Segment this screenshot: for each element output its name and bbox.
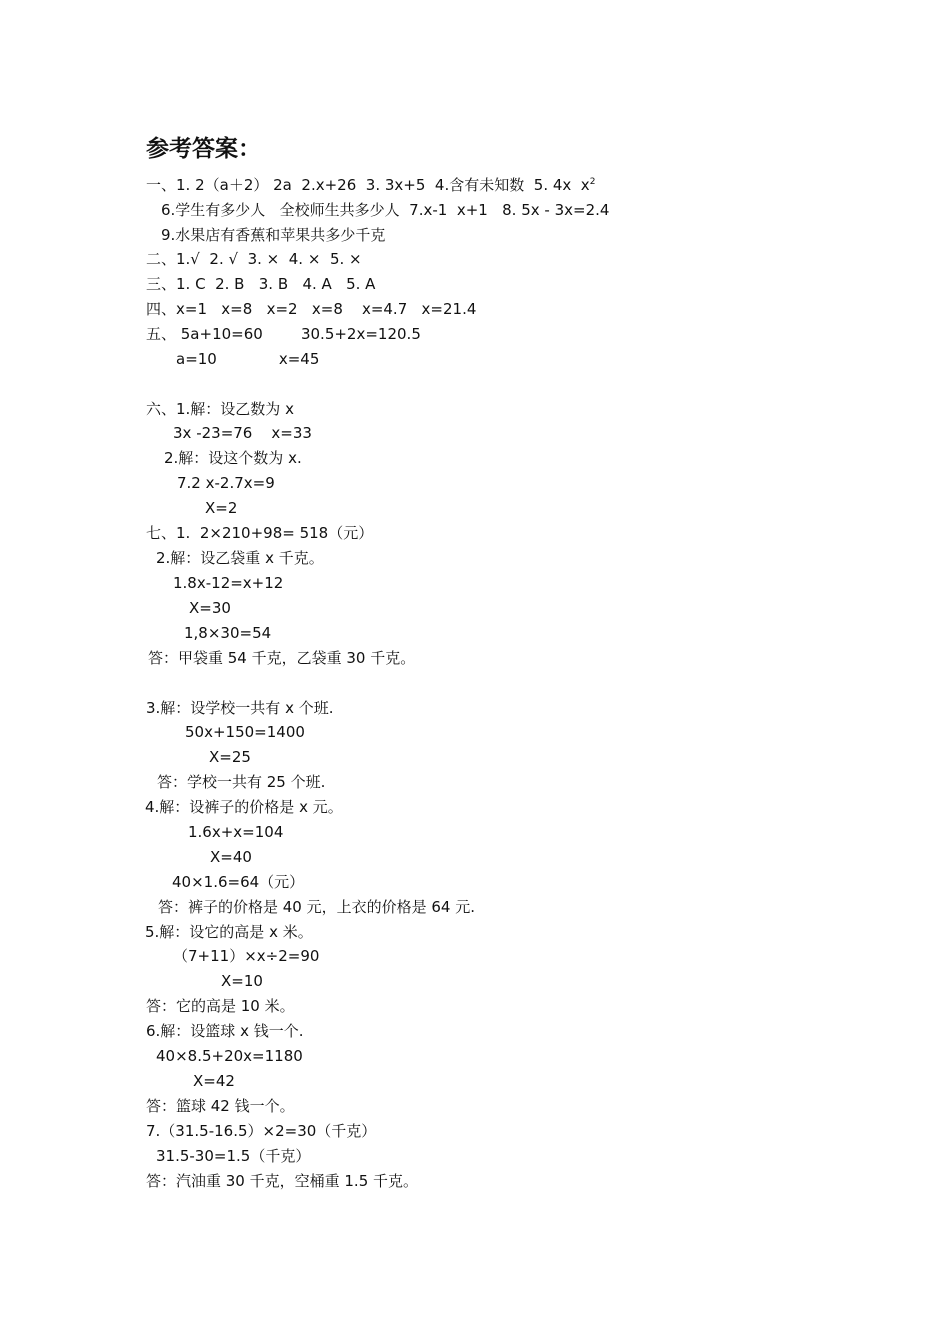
answer-line-33: 6.解：设篮球 x 钱一个.	[146, 1022, 304, 1040]
answer-line-35: X=42	[193, 1072, 235, 1090]
answer-line-14: 七、1. 2×210+98= 518（元）	[146, 524, 374, 542]
answer-line-8: a=10 x=45	[176, 350, 320, 368]
answer-line-21: 50x+150=1400	[185, 723, 305, 741]
answer-line-12: 7.2 x-2.7x=9	[177, 474, 275, 492]
answer-line-27: 40×1.6=64（元）	[172, 873, 305, 891]
answer-line-1-text: 一、1. 2（a＋2） 2a 2.x+26 3. 3x+5 4.含有未知数 5. 4x x	[146, 176, 590, 194]
answer-line-7: 五、 5a+10=60 30.5+2x=120.5	[146, 325, 421, 343]
answer-line-10: 3x -23=76 x=33	[173, 424, 312, 442]
answer-line-18: 1,8×30=54	[184, 624, 272, 642]
answer-line-17: X=30	[189, 599, 231, 617]
answer-line-24: 4.解：设裤子的价格是 x 元。	[145, 798, 343, 816]
answer-line-32: 答：它的高是 10 米。	[146, 997, 295, 1015]
answer-line-1	[146, 174, 595, 196]
page-title: 参考答案：	[146, 135, 261, 162]
answer-line-39: 答：汽油重 30 千克，空桶重 1.5 千克。	[146, 1172, 419, 1190]
answer-line-37: 7.（31.5-16.5）×2=30（千克）	[146, 1122, 377, 1140]
exponent: 2	[589, 177, 596, 187]
answer-line-16: 1.8x-12=x+12	[173, 574, 284, 592]
answer-line-36: 答：篮球 42 钱一个。	[146, 1097, 295, 1115]
answer-line-2: 6.学生有多少人 全校师生共多少人 7.x-1 x+1 8. 5x - 3x=2.4	[161, 201, 610, 219]
answer-line-22: X=25	[209, 748, 251, 766]
answer-line-15: 2.解：设乙袋重 x 千克。	[156, 549, 324, 567]
answer-line-28: 答：裤子的价格是 40 元，上衣的价格是 64 元.	[158, 898, 476, 916]
answer-line-23: 答：学校一共有 25 个班.	[157, 773, 326, 791]
answer-line-31: X=10	[221, 972, 263, 990]
answer-line-11: 2.解：设这个数为 x.	[164, 449, 302, 467]
answer-line-6: 四、x=1 x=8 x=2 x=8 x=4.7 x=21.4	[146, 300, 477, 318]
answer-line-26: X=40	[210, 848, 252, 866]
answer-line-34: 40×8.5+20x=1180	[156, 1047, 303, 1065]
answer-line-19: 答：甲袋重 54 千克，乙袋重 30 千克。	[148, 649, 416, 667]
answer-line-29: 5.解：设它的高是 x 米。	[145, 923, 313, 941]
answer-line-5: 三、1. C 2. B 3. B 4. A 5. A	[146, 275, 376, 293]
answer-line-25: 1.6x+x=104	[188, 823, 284, 841]
answer-line-13: X=2	[205, 499, 238, 517]
answer-line-20: 3.解：设学校一共有 x 个班.	[146, 699, 334, 717]
answer-line-38: 31.5-30=1.5（千克）	[156, 1147, 311, 1165]
answer-line-9: 六、1.解：设乙数为 x	[146, 400, 294, 418]
answer-line-3: 9.水果店有香蕉和苹果共多少千克	[161, 226, 386, 244]
answer-line-4: 二、1.√ 2. √ 3. × 4. × 5. ×	[146, 250, 362, 268]
answer-line-30: （7+11）×x÷2=90	[173, 947, 320, 965]
